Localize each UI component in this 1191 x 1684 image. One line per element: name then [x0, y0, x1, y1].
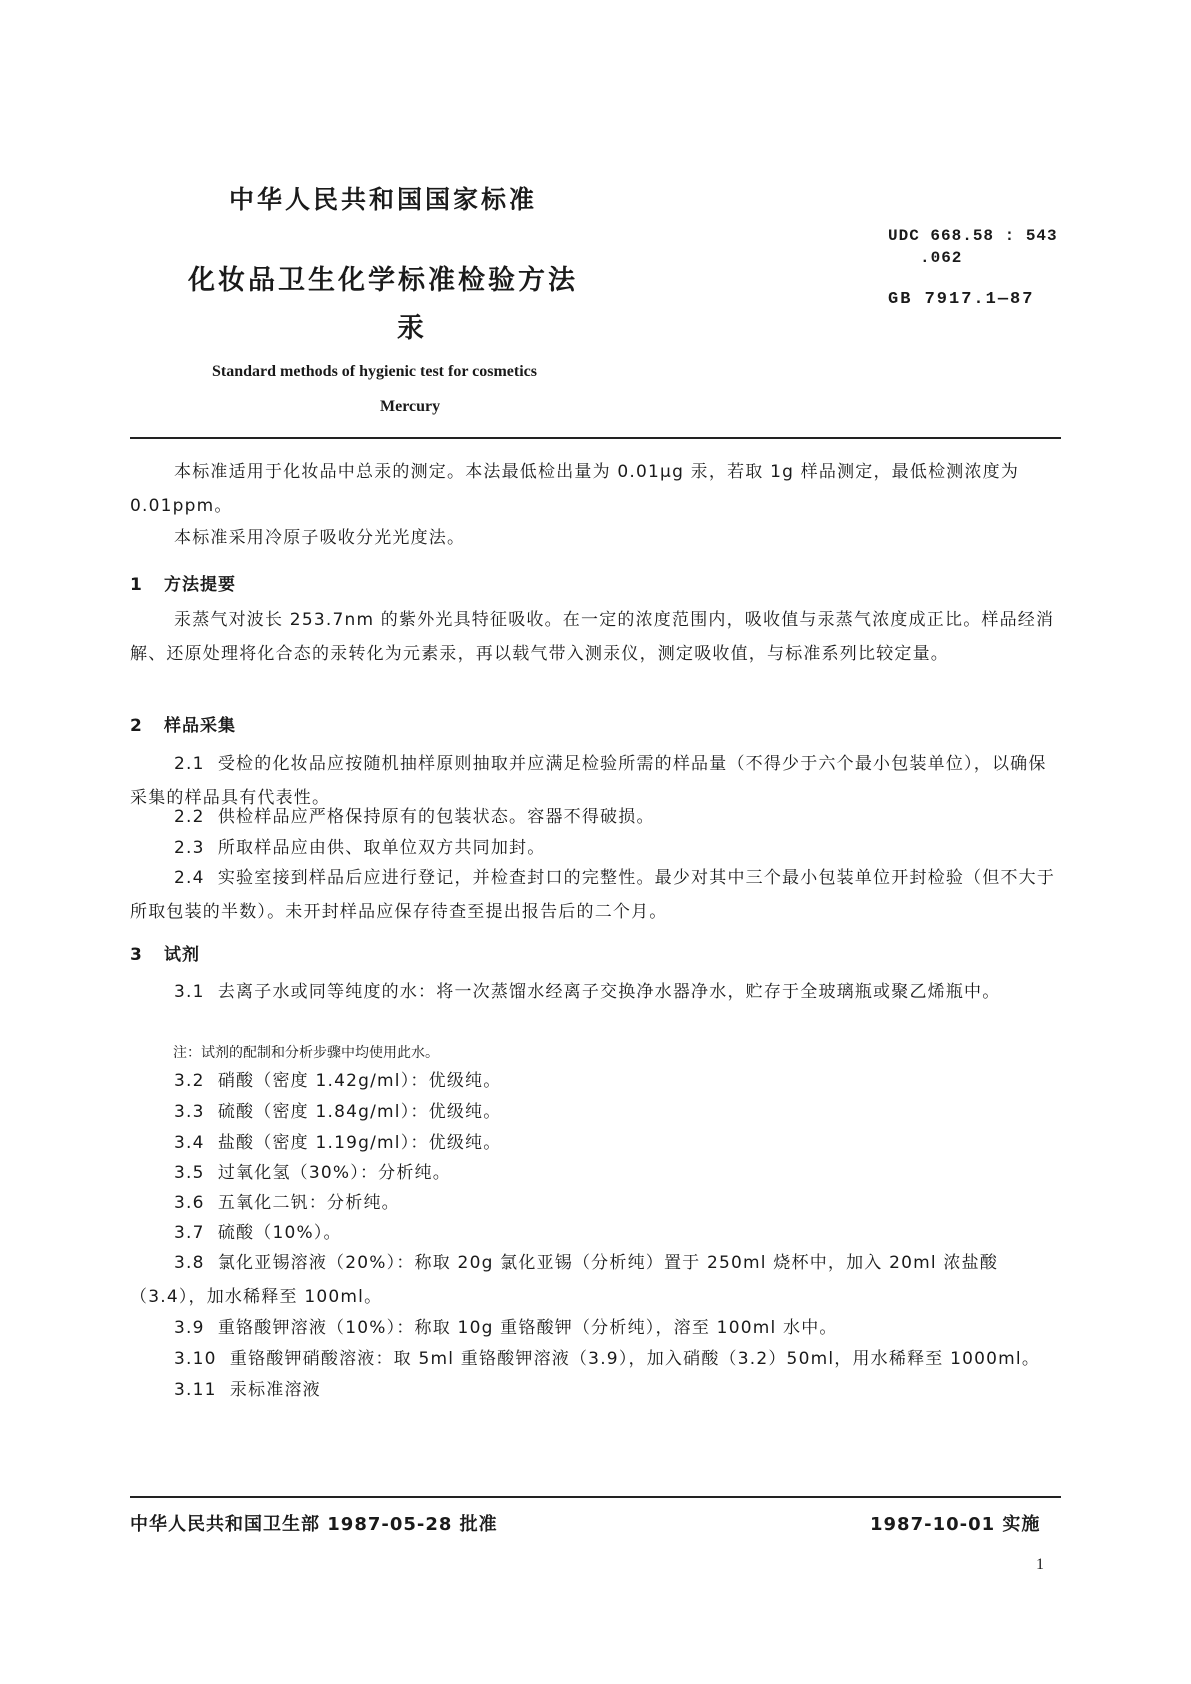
clause-text: 受检的化妆品应按随机抽样原则抽取并应满足检验所需的样品量（不得少于六个最小包装单位），以确保采集的样品具有代表性。: [130, 754, 1047, 808]
section-title: 试剂: [164, 945, 200, 965]
clause-3-9: [130, 1311, 1060, 1345]
clause-text: 汞标准溶液: [229, 1380, 321, 1400]
intro-paragraph-2: 本标准采用冷原子吸收分光光度法。: [174, 528, 466, 548]
english-subtitle: Mercury: [380, 398, 441, 415]
udc-code-continuation: .062: [920, 249, 963, 267]
clause-number: 3.10: [174, 1349, 217, 1369]
document-title: 化妆品卫生化学标准检验方法: [188, 265, 578, 296]
clause-text: 去离子水或同等纯度的水：将一次蒸馏水经离子交换净水器净水，贮存于全玻璃瓶或聚乙烯瓶中。: [217, 982, 1001, 1002]
clause-number: 3.2: [174, 1071, 205, 1091]
section-number: 3: [130, 945, 143, 965]
clause-3-3: [130, 1095, 1060, 1129]
clause-2-3: [130, 831, 1060, 865]
section-title: 样品采集: [164, 716, 236, 736]
clause-number: 3.4: [174, 1133, 205, 1153]
clause-text: 硫酸（密度 1.84g/ml）：优级纯。: [217, 1102, 502, 1122]
clause-text: 重铬酸钾溶液（10%）：称取 10g 重铬酸钾（分析纯），溶至 100ml 水中。: [217, 1318, 838, 1338]
section-title: 方法提要: [164, 575, 236, 595]
clause-3-5: [130, 1156, 1060, 1190]
note: 注：试剂的配制和分析步骤中均使用此水。: [173, 1045, 439, 1061]
footer-divider: [130, 1496, 1061, 1498]
clause-text: 所取样品应由供、取单位双方共同加封。: [217, 838, 546, 858]
clause-text: 供检样品应严格保持原有的包装状态。容器不得破损。: [217, 807, 655, 827]
section-3-heading: [130, 940, 200, 965]
clause-text: 盐酸（密度 1.19g/ml）：优级纯。: [217, 1133, 502, 1153]
english-title: Standard methods of hygienic test for cosmetics: [212, 363, 538, 380]
page-number: 1: [1036, 1556, 1044, 1573]
clause-3-4: [130, 1126, 1060, 1160]
clause-3-11: [130, 1373, 1060, 1407]
clause-number: 2.1: [174, 754, 205, 774]
clause-text: 硝酸（密度 1.42g/ml）：优级纯。: [217, 1071, 502, 1091]
clause-number: 2.4: [174, 868, 205, 888]
clause-text: 氯化亚锡溶液（20%）：称取 20g 氯化亚锡（分析纯）置于 250ml 烧杯中，加入 20ml 浓盐酸（3.4），加水稀释至 100ml。: [130, 1253, 999, 1307]
clause-number: 3.3: [174, 1102, 205, 1122]
clause-number: 3.5: [174, 1163, 205, 1183]
clause-number: 3.9: [174, 1318, 205, 1338]
clause-number: 2.3: [174, 838, 205, 858]
section-number: 1: [130, 575, 143, 595]
clause-2-2: [130, 800, 1060, 834]
clause-text: 过氧化氢（30%）：分析纯。: [217, 1163, 451, 1183]
clause-3-2: [130, 1064, 1060, 1098]
gb-code: GB 7917.1—87: [888, 290, 1035, 309]
clause-text: 实验室接到样品后应进行登记，并检查封口的完整性。最少对其中三个最小包装单位开封检验（但不大于所取包装的半数）。未开封样品应保存待查至提出报告后的二个月。: [130, 868, 1056, 922]
intro-paragraph-1: 本标准适用于化妆品中总汞的测定。本法最低检出量为 0.01μg 汞，若取 1g 样品测定，最低检测浓度为 0.01ppm。: [130, 462, 1020, 516]
clause-number: 3.11: [174, 1380, 217, 1400]
clause-2-4: [130, 861, 1060, 929]
section-number: 2: [130, 716, 143, 736]
clause-number: 3.6: [174, 1193, 205, 1213]
document-subtitle: 汞: [397, 313, 424, 344]
clause-3-7: [130, 1216, 1060, 1250]
clause-3-8: [130, 1246, 1060, 1314]
clause-number: 3.7: [174, 1223, 205, 1243]
clause-number: 3.1: [174, 982, 205, 1002]
clause-text: 五氧化二钒：分析纯。: [217, 1193, 400, 1213]
clause-3-1: [130, 975, 1060, 1009]
clause-3-6: [130, 1186, 1060, 1220]
clause-number: 2.2: [174, 807, 205, 827]
implementation-date: 1987-10-01 实施: [870, 1514, 1041, 1535]
section-2-heading: [130, 711, 236, 736]
section-1-heading: [130, 570, 236, 595]
udc-code: UDC 668.58 : 543: [888, 227, 1058, 245]
clause-number: 3.8: [174, 1253, 205, 1273]
national-standard-heading: 中华人民共和国国家标准: [229, 185, 538, 214]
clause-3-10: [130, 1342, 1060, 1376]
approval-line: 中华人民共和国卫生部 1987-05-28 批准: [130, 1514, 498, 1535]
header-divider: [130, 437, 1061, 439]
section-1-text: 汞蒸气对波长 253.7nm 的紫外光具特征吸收。在一定的浓度范围内，吸收值与汞蒸气浓度成正比。样品经消解、还原处理将化合态的汞转化为元素汞，再以载气带入测汞仪，测定吸收值，与标准系列比较定量。: [130, 610, 1055, 664]
clause-text: 硫酸（10%）。: [217, 1223, 342, 1243]
clause-text: 重铬酸钾硝酸溶液：取 5ml 重铬酸钾溶液（3.9），加入硝酸（3.2）50ml，用水稀释至 1000ml。: [229, 1349, 1041, 1369]
